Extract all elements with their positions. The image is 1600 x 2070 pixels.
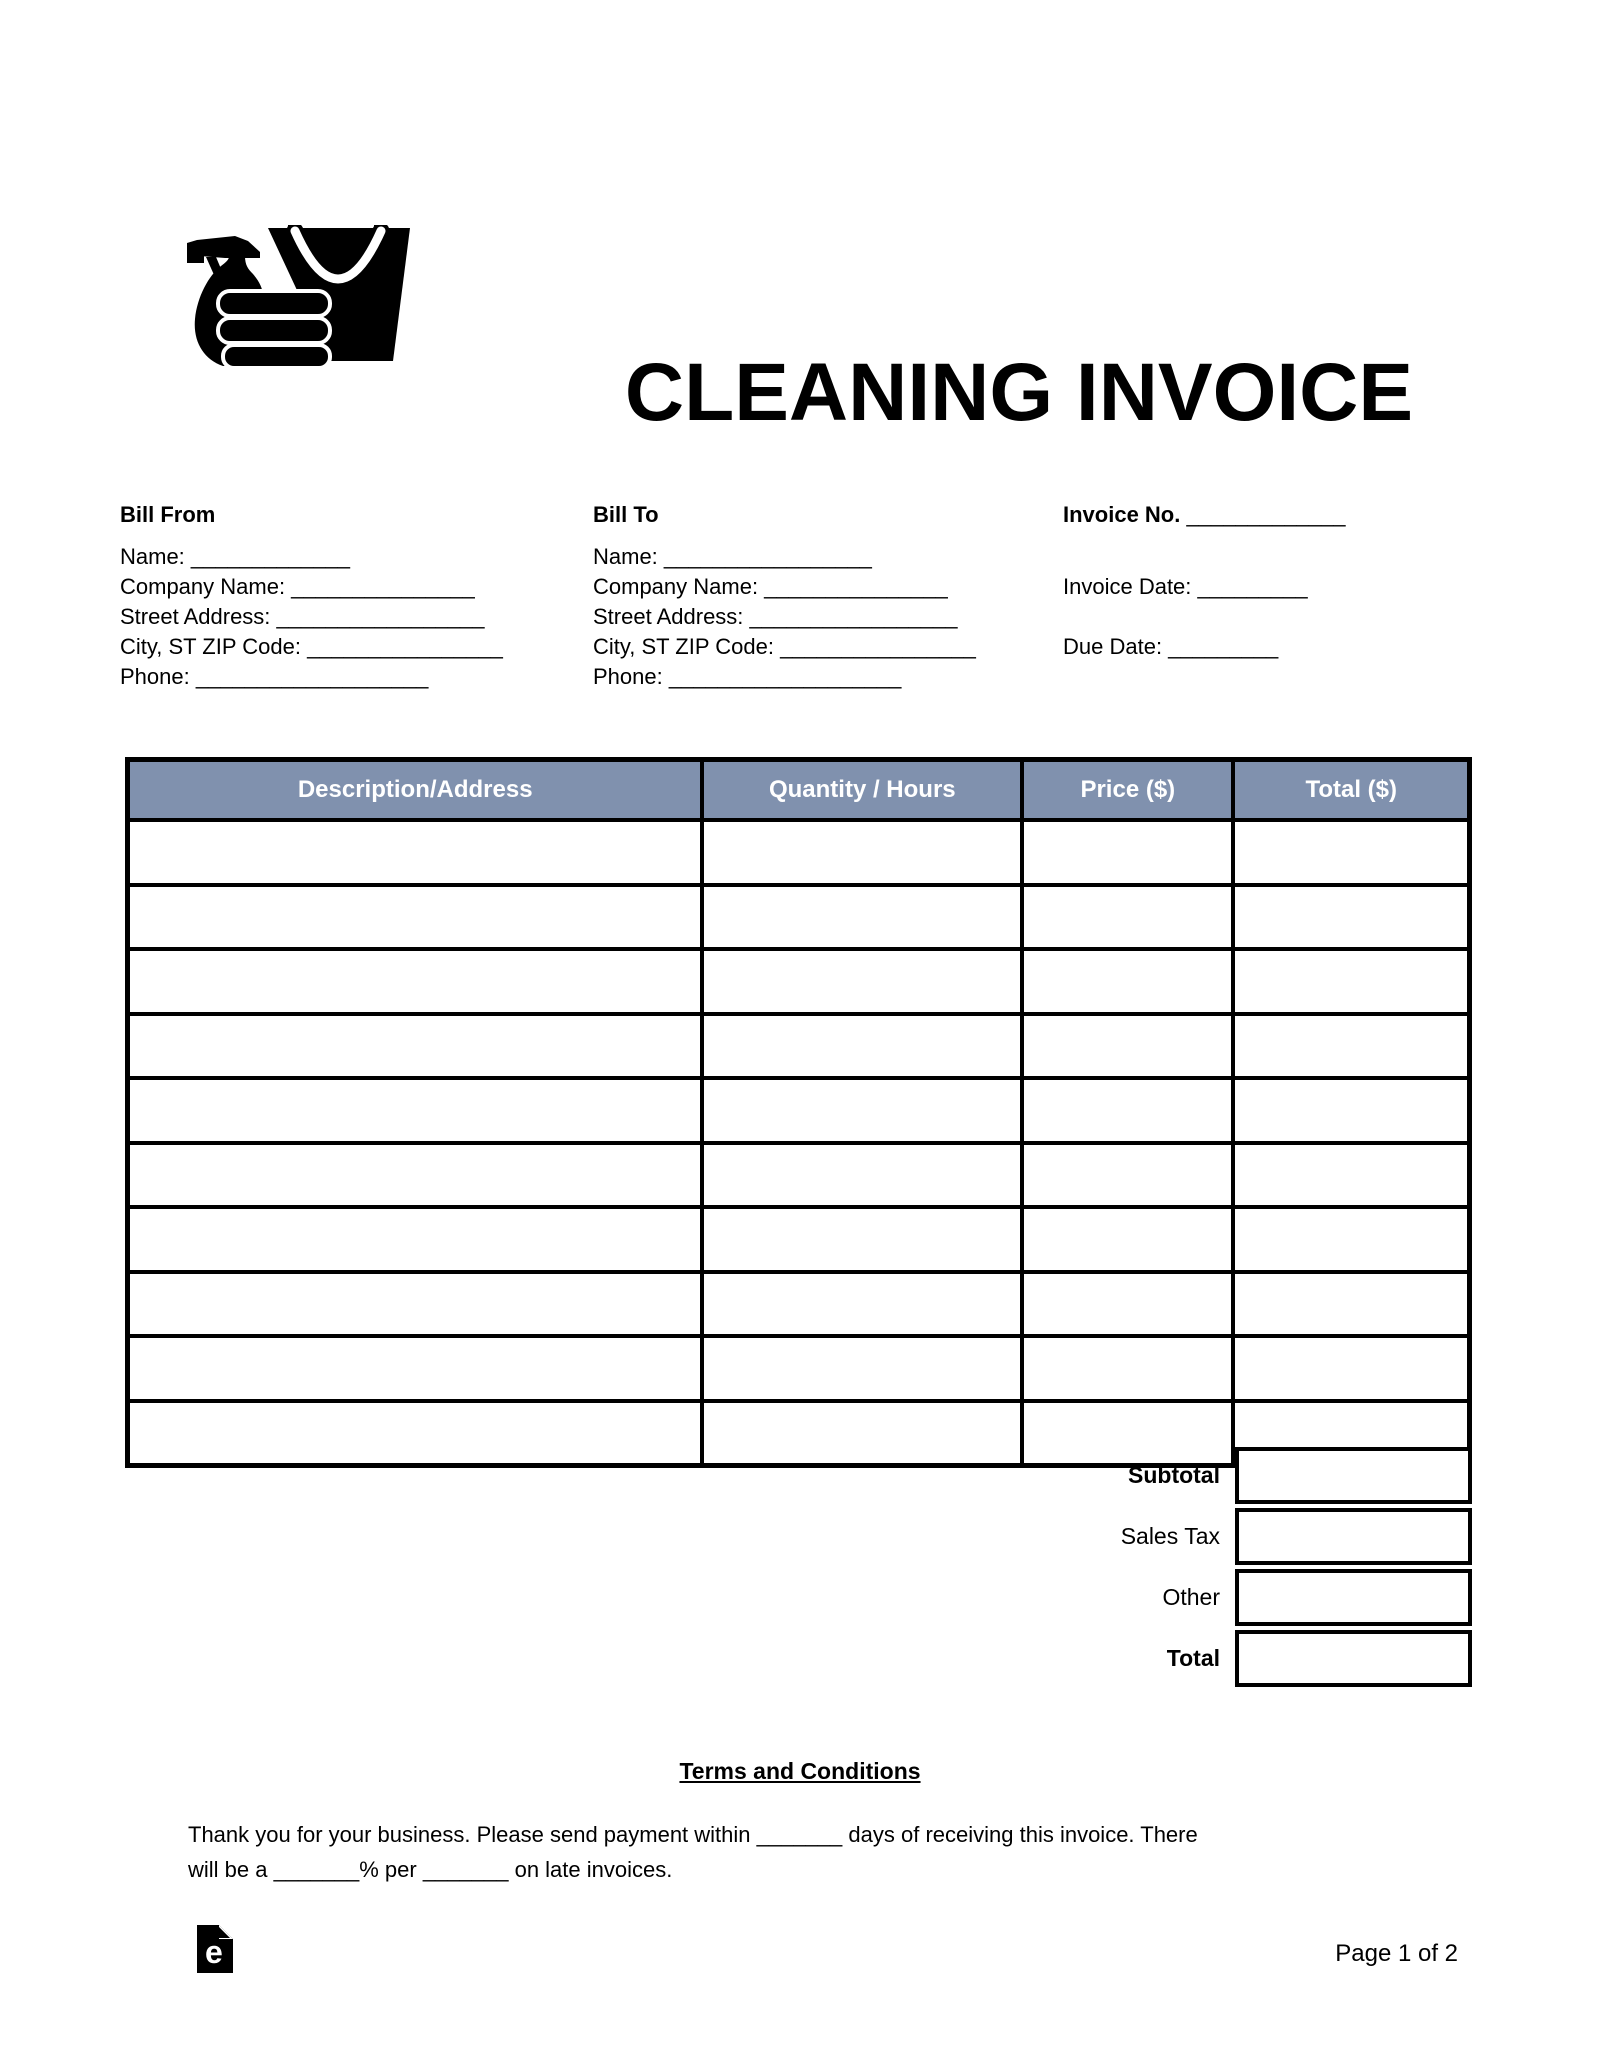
- table-cell: [1233, 1207, 1469, 1272]
- sales-tax-label: Sales Tax: [1120, 1523, 1220, 1549]
- bill-to-street-field: Street Address: _________________: [593, 604, 958, 629]
- table-cell: [1233, 1272, 1469, 1337]
- table-cell: [702, 949, 1022, 1014]
- table-row: [128, 1207, 1470, 1272]
- other-row: [125, 1567, 1472, 1628]
- table-cell: [1233, 1078, 1469, 1143]
- page-number: Page 1 of 2: [1335, 1940, 1458, 1967]
- bill-from-name-field: Name: _____________: [120, 544, 350, 569]
- bill-to-heading: Bill To: [593, 502, 659, 527]
- table-cell: [702, 1336, 1022, 1401]
- table-cell: [1022, 949, 1233, 1014]
- bill-from-phone-field: Phone: ___________________: [120, 664, 429, 689]
- table-row: [128, 1272, 1470, 1337]
- column-header-quantity: Quantity / Hours: [702, 760, 1022, 821]
- table-cell: [702, 1272, 1022, 1337]
- page-title: CLEANING INVOICE: [624, 347, 1414, 438]
- table-cell: [128, 1014, 703, 1079]
- bill-to-city-field: City, ST ZIP Code: ________________: [593, 634, 976, 659]
- table-cell: [702, 1207, 1022, 1272]
- table-cell: [1233, 1336, 1469, 1401]
- table-row: [128, 1336, 1470, 1401]
- table-cell: [702, 1078, 1022, 1143]
- invoice-number-label: Invoice No.: [1063, 502, 1181, 527]
- table-cell: [128, 949, 703, 1014]
- total-label: Total: [1166, 1645, 1220, 1671]
- sales-tax-row: [125, 1506, 1472, 1567]
- terms-heading: Terms and Conditions: [679, 1758, 921, 1784]
- table-cell: [1233, 949, 1469, 1014]
- subtotal-row: [125, 1445, 1472, 1506]
- cleaning-supplies-logo-icon: [185, 225, 410, 370]
- table-cell: [128, 1272, 703, 1337]
- bill-to-name-field: Name: _________________: [593, 544, 872, 569]
- table-cell: [128, 1078, 703, 1143]
- line-items-table: [125, 757, 1472, 1468]
- bill-from-city-field: City, ST ZIP Code: ________________: [120, 634, 503, 659]
- terms-text-line1: Thank you for your business. Please send payment within _______ days of receiving this invoice. There: [188, 1822, 1198, 1847]
- due-date-field: Due Date: _________: [1063, 634, 1279, 659]
- table-cell: [1022, 1207, 1233, 1272]
- bill-from-street-field: Street Address: _________________: [120, 604, 485, 629]
- total-value-box: [1235, 1630, 1472, 1687]
- table-cell: [1233, 820, 1469, 885]
- table-cell: [128, 885, 703, 950]
- invoice-date-field: Invoice Date: _________: [1063, 574, 1308, 599]
- table-cell: [702, 820, 1022, 885]
- table-row: [128, 1078, 1470, 1143]
- table-cell: [1233, 1143, 1469, 1208]
- table-cell: [1233, 885, 1469, 950]
- subtotal-label: Subtotal: [1128, 1462, 1220, 1488]
- table-cell: [702, 1014, 1022, 1079]
- table-cell: [1022, 1143, 1233, 1208]
- table-cell: [1022, 820, 1233, 885]
- other-label: Other: [1162, 1584, 1220, 1610]
- table-cell: [128, 1207, 703, 1272]
- subtotal-value-box: [1235, 1447, 1472, 1504]
- eforms-logo-letter: e: [205, 1934, 223, 1970]
- spacer-line: [1063, 602, 1346, 632]
- table-cell: [1022, 1336, 1233, 1401]
- column-header-price: Price ($): [1022, 760, 1233, 821]
- column-header-description: Description/Address: [128, 760, 703, 821]
- table-cell: [1022, 885, 1233, 950]
- table-cell: [128, 1336, 703, 1401]
- table-cell: [1022, 1078, 1233, 1143]
- bill-to-phone-field: Phone: ___________________: [593, 664, 902, 689]
- table-header-row: [128, 760, 1470, 821]
- table-row: [128, 1143, 1470, 1208]
- table-cell: [128, 1143, 703, 1208]
- terms-text-line2: will be a _______% per _______ on late invoices.: [188, 1857, 673, 1882]
- bill-to-company-field: Company Name: _______________: [593, 574, 948, 599]
- spacer-line: [1063, 542, 1346, 572]
- table-cell: [702, 1143, 1022, 1208]
- table-row: [128, 1014, 1470, 1079]
- bill-from-section: [120, 500, 503, 692]
- column-header-total: Total ($): [1233, 760, 1469, 821]
- table-row: [128, 885, 1470, 950]
- bill-to-section: [593, 500, 976, 692]
- bill-from-heading: Bill From: [120, 502, 216, 527]
- eforms-logo-icon: [197, 1925, 233, 1973]
- table-cell: [1022, 1014, 1233, 1079]
- table-row: [128, 949, 1470, 1014]
- invoice-meta-section: [1063, 500, 1346, 662]
- invoice-number-blank: _____________: [1186, 502, 1346, 527]
- table-cell: [128, 820, 703, 885]
- bill-from-company-field: Company Name: _______________: [120, 574, 475, 599]
- invoice-number-field: [1063, 500, 1346, 530]
- total-row: [125, 1628, 1472, 1689]
- other-value-box: [1235, 1569, 1472, 1626]
- table-cell: [1022, 1272, 1233, 1337]
- sales-tax-value-box: [1235, 1508, 1472, 1565]
- table-cell: [702, 885, 1022, 950]
- table-cell: [1233, 1014, 1469, 1079]
- table-row: [128, 820, 1470, 885]
